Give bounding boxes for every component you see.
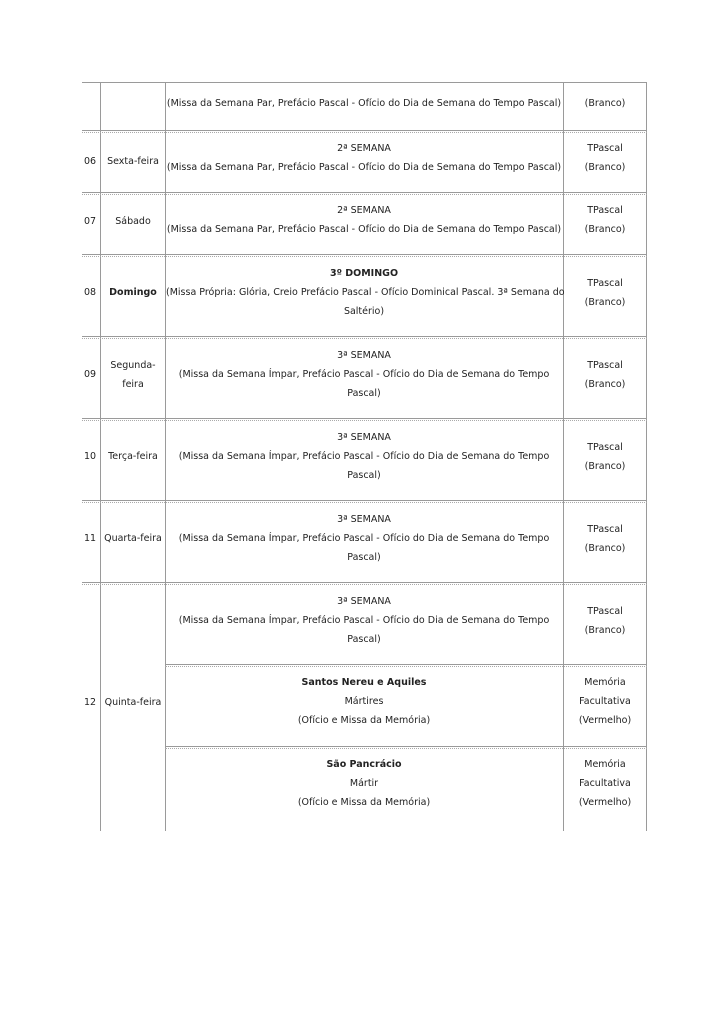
saint-category: Mártir [349, 778, 379, 789]
description-line: Pascal) [347, 470, 381, 481]
color-label: (Branco) [584, 162, 626, 173]
season-label: TPascal [587, 143, 623, 154]
row-separator [82, 336, 647, 337]
week-heading: 2ª SEMANA [337, 205, 391, 216]
day-number: 06 [84, 156, 97, 167]
row-separator-shadow [82, 420, 647, 421]
row-separator-shadow [82, 132, 647, 133]
description-line: Pascal) [347, 388, 381, 399]
color-label: (Vermelho) [578, 797, 632, 808]
rank-label: Facultativa [579, 696, 631, 707]
day-number: 08 [84, 287, 97, 298]
color-label: (Branco) [584, 543, 626, 554]
row-separator [82, 418, 647, 419]
color-label: (Branco) [584, 379, 626, 390]
subrow-separator-shadow [165, 666, 647, 667]
weekday-label: Sexta-feira [107, 156, 159, 167]
row-separator-shadow [82, 502, 647, 503]
color-label: (Branco) [584, 224, 626, 235]
week-heading: 3ª SEMANA [337, 350, 391, 361]
season-label: TPascal [587, 442, 623, 453]
rank-label: Memória [584, 759, 626, 770]
rank-label: Memória [584, 677, 626, 688]
description-line: (Missa da Semana Ímpar, Prefácio Pascal - Ofício do Dia de Semana do Tempo [178, 451, 550, 462]
row-separator-shadow [82, 194, 647, 195]
color-label: (Vermelho) [578, 715, 632, 726]
season-label: TPascal [587, 606, 623, 617]
week-heading: 3º DOMINGO [329, 268, 399, 279]
season-label: TPascal [587, 360, 623, 371]
day-number: 12 [84, 697, 97, 708]
season-label: TPascal [587, 205, 623, 216]
weekday-label: Quarta-feira [104, 533, 162, 544]
season-label: TPascal [587, 278, 623, 289]
office-note: (Ofício e Missa da Memória) [297, 715, 431, 726]
description-line: Saltério) [343, 306, 385, 317]
week-heading: 3ª SEMANA [337, 432, 391, 443]
row-separator-shadow [82, 338, 647, 339]
season-label: TPascal [587, 524, 623, 535]
description-line: (Missa Própria: Glória, Creio Prefácio Pascal - Ofício Dominical Pascal. 3ª Semana do [166, 287, 565, 298]
row-separator [82, 500, 647, 501]
subrow-separator [165, 746, 647, 747]
description-line: (Missa da Semana Par, Prefácio Pascal - Ofício do Dia de Semana do Tempo Pascal) [166, 224, 562, 235]
day-number: 07 [84, 216, 97, 227]
day-number: 10 [84, 451, 97, 462]
row-separator-shadow [82, 256, 647, 257]
description-line: (Missa da Semana Ímpar, Prefácio Pascal - Ofício do Dia de Semana do Tempo [178, 533, 550, 544]
day-number: 09 [84, 369, 97, 380]
subrow-separator [165, 664, 647, 665]
row-separator [82, 254, 647, 255]
saint-name: Santos Nereu e Aquiles [301, 677, 427, 688]
weekday-label: Segunda-feira [110, 360, 156, 390]
description-line: Pascal) [347, 634, 381, 645]
weekday-label: Terça-feira [108, 451, 158, 462]
weekday-label: Sábado [115, 216, 151, 227]
color-label: (Branco) [584, 297, 626, 308]
liturgical-calendar-table [82, 82, 647, 831]
row-separator [82, 582, 647, 583]
saint-name: São Pancrácio [326, 759, 402, 770]
week-heading: 3ª SEMANA [337, 596, 391, 607]
description-line: (Missa da Semana Par, Prefácio Pascal - Ofício do Dia de Semana do Tempo Pascal) [166, 162, 562, 173]
color-label: (Branco) [584, 625, 626, 636]
subrow-separator-shadow [165, 748, 647, 749]
rank-label: Facultativa [579, 778, 631, 789]
saint-category: Mártires [344, 696, 384, 707]
weekday-label: Quinta-feira [104, 697, 162, 708]
description-line: (Missa da Semana Ímpar, Prefácio Pascal - Ofício do Dia de Semana do Tempo [178, 615, 550, 626]
row-separator [82, 192, 647, 193]
week-heading: 2ª SEMANA [337, 143, 391, 154]
office-note: (Ofício e Missa da Memória) [297, 797, 431, 808]
day-number: 11 [84, 533, 97, 544]
description-line: (Missa da Semana Par, Prefácio Pascal - Ofício do Dia de Semana do Tempo Pascal) [166, 98, 562, 109]
row-separator-shadow [82, 584, 647, 585]
weekday-label: Domingo [109, 287, 157, 298]
description-line: (Missa da Semana Ímpar, Prefácio Pascal - Ofício do Dia de Semana do Tempo [178, 369, 550, 380]
row-separator [82, 130, 647, 131]
week-heading: 3ª SEMANA [337, 514, 391, 525]
color-label: (Branco) [584, 461, 626, 472]
color-label: (Branco) [584, 98, 626, 109]
description-line: Pascal) [347, 552, 381, 563]
